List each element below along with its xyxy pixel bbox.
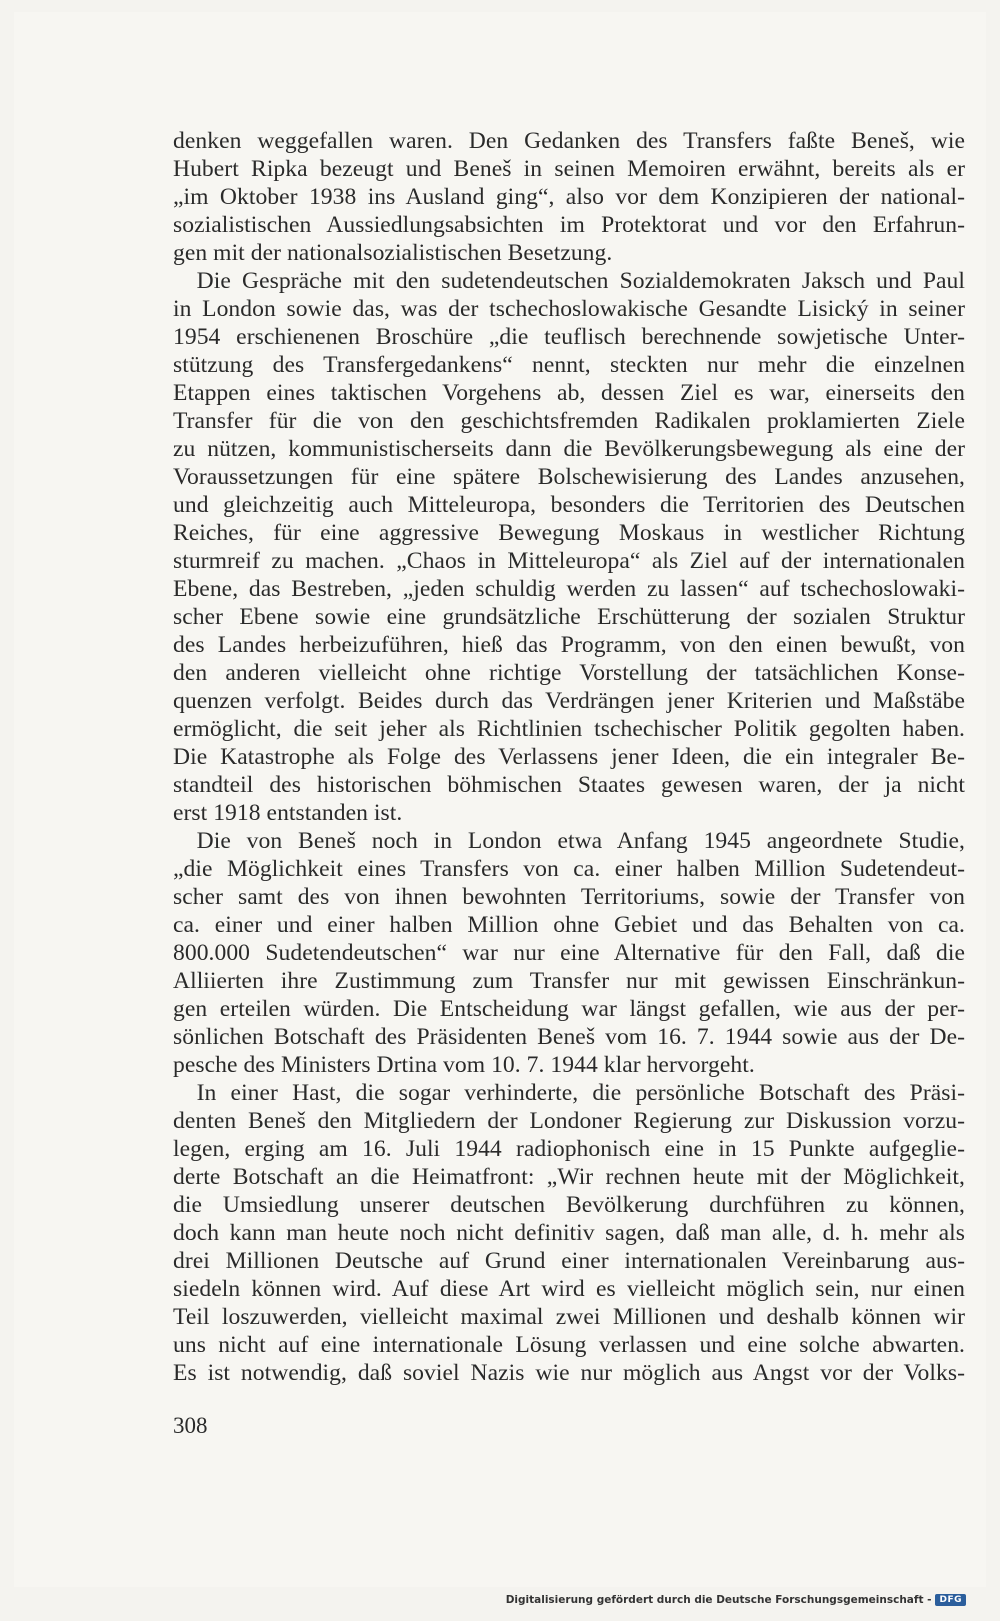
text-line: pesche des Ministers Drtina vom 10. 7. 1944 klar hervorgeht. [173,1052,755,1078]
text-line: standteil des historischen böhmischen Staates gewesen waren, der ja nicht [173,772,965,798]
text-line: gen mit der nationalsozialistischen Besetzung. [173,240,613,266]
text-line: Die von Beneš noch in London etwa Anfang 1945 angeordnete Studie, [173,828,965,854]
text-line: Voraussetzungen für eine spätere Bolschewisierung des Landes anzusehen, [173,464,965,490]
text-line: sozialistischen Aussiedlungsabsichten im Protektorat und vor den Erfahrun- [173,212,965,238]
text-line: Alliierten ihre Zustimmung zum Transfer nur mit gewissen Einschränkun- [173,968,965,994]
text-line: siedeln können wird. Auf diese Art wird es vielleicht möglich sein, nur einen [173,1276,965,1302]
text-line: Reiches, für eine aggressive Bewegung Moskaus in westlicher Richtung [173,520,965,546]
text-line: ca. einer und einer halben Million ohne Gebiet und das Behalten von ca. [173,912,965,938]
dfg-logo: DFG [935,1594,966,1606]
text-line: in London sowie das, was der tschechoslowakische Gesandte Lisický in seiner [173,296,965,322]
text-line: den anderen vielleicht ohne richtige Vorstellung der tatsächlichen Konse- [173,660,965,686]
text-line: scher Ebene sowie eine grundsätzliche Erschütterung der sozialen Struktur [173,604,965,630]
text-line: Teil loszuwerden, vielleicht maximal zwei Millionen und deshalb können wir [173,1304,965,1330]
text-line: denken weggefallen waren. Den Gedanken des Transfers faßte Beneš, wie [173,128,965,154]
text-line: scher samt des von ihnen bewohnten Territoriums, sowie der Transfer von [173,884,965,910]
text-line: des Landes herbeizuführen, hieß das Programm, von den einen bewußt, von [173,632,965,658]
text-line: Es ist notwendig, daß soviel Nazis wie nur möglich aus Angst vor der Volks- [173,1360,965,1386]
text-line: quenzen verfolgt. Beides durch das Verdrängen jener Kriterien und Maßstäbe [173,688,965,714]
footer-text: Digitalisierung gefördert durch die Deutsche Forschungsgemeinschaft - [505,1594,932,1606]
text-line: stützung des Transfergedankens“ nennt, steckten nur mehr die einzelnen [173,352,965,378]
text-line: Ebene, das Bestreben, „jeden schuldig werden zu lassen“ auf tschechoslowaki- [173,576,965,602]
text-line: gen erteilen würden. Die Entscheidung war längst gefallen, wie aus der per- [173,996,965,1022]
text-line: legen, erging am 16. Juli 1944 radiophonisch eine in 15 Punkte aufgeglie- [173,1136,965,1162]
text-line: 800.000 Sudetendeutschen“ war nur eine Alternative für den Fall, daß die [173,940,965,966]
text-line: und gleichzeitig auch Mitteleuropa, besonders die Territorien des Deutschen [173,492,965,518]
text-line: Etappen eines taktischen Vorgehens ab, dessen Ziel es war, einerseits den [173,380,965,406]
text-line: Die Gespräche mit den sudetendeutschen Sozialdemokraten Jaksch und Paul [173,268,965,294]
text-line: sturmreif zu machen. „Chaos in Mitteleuropa“ als Ziel auf der internationalen [173,548,965,574]
text-line: erst 1918 entstanden ist. [173,800,403,826]
text-line: zu nützen, kommunistischerseits dann die Bevölkerungsbewegung als eine der [173,436,965,462]
text-line: derte Botschaft an die Heimatfront: „Wir rechnen heute mit der Möglichkeit, [173,1164,965,1190]
page-number: 308 [173,1413,208,1438]
text-line: sönlichen Botschaft des Präsidenten Beneš vom 16. 7. 1944 sowie aus der De- [173,1024,965,1050]
body-text [173,127,965,1387]
text-line: Transfer für die von den geschichtsfremden Radikalen proklamierten Ziele [173,408,965,434]
text-line: uns nicht auf eine internationale Lösung verlassen und eine solche abwarten. [173,1332,965,1358]
text-line: 1954 erschienenen Broschüre „die teuflisch berechnende sowjetische Unter- [173,324,965,350]
text-line: „die Möglichkeit eines Transfers von ca. einer halben Million Sudetendeut- [173,856,965,882]
text-line: ermöglicht, die seit jeher als Richtlinien tschechischer Politik gegolten haben. [173,716,965,742]
text-line: „im Oktober 1938 ins Ausland ging“, also vor dem Konzipieren der national- [173,184,965,210]
text-line: die Umsiedlung unserer deutschen Bevölkerung durchführen zu können, [173,1192,965,1218]
text-line: Hubert Ripka bezeugt und Beneš in seinen Memoiren erwähnt, bereits als er [173,156,965,182]
text-line: Die Katastrophe als Folge des Verlassens jener Ideen, die ein integraler Be- [173,744,965,770]
digitization-footer [506,1594,966,1606]
text-line: doch kann man heute noch nicht definitiv sagen, daß man alle, d. h. mehr als [173,1220,965,1246]
text-line: denten Beneš den Mitgliedern der Londoner Regierung zur Diskussion vorzu- [173,1108,965,1134]
text-line: drei Millionen Deutsche auf Grund einer internationalen Vereinbarung aus- [173,1248,965,1274]
text-line: In einer Hast, die sogar verhinderte, die persönliche Botschaft des Präsi- [173,1080,965,1106]
